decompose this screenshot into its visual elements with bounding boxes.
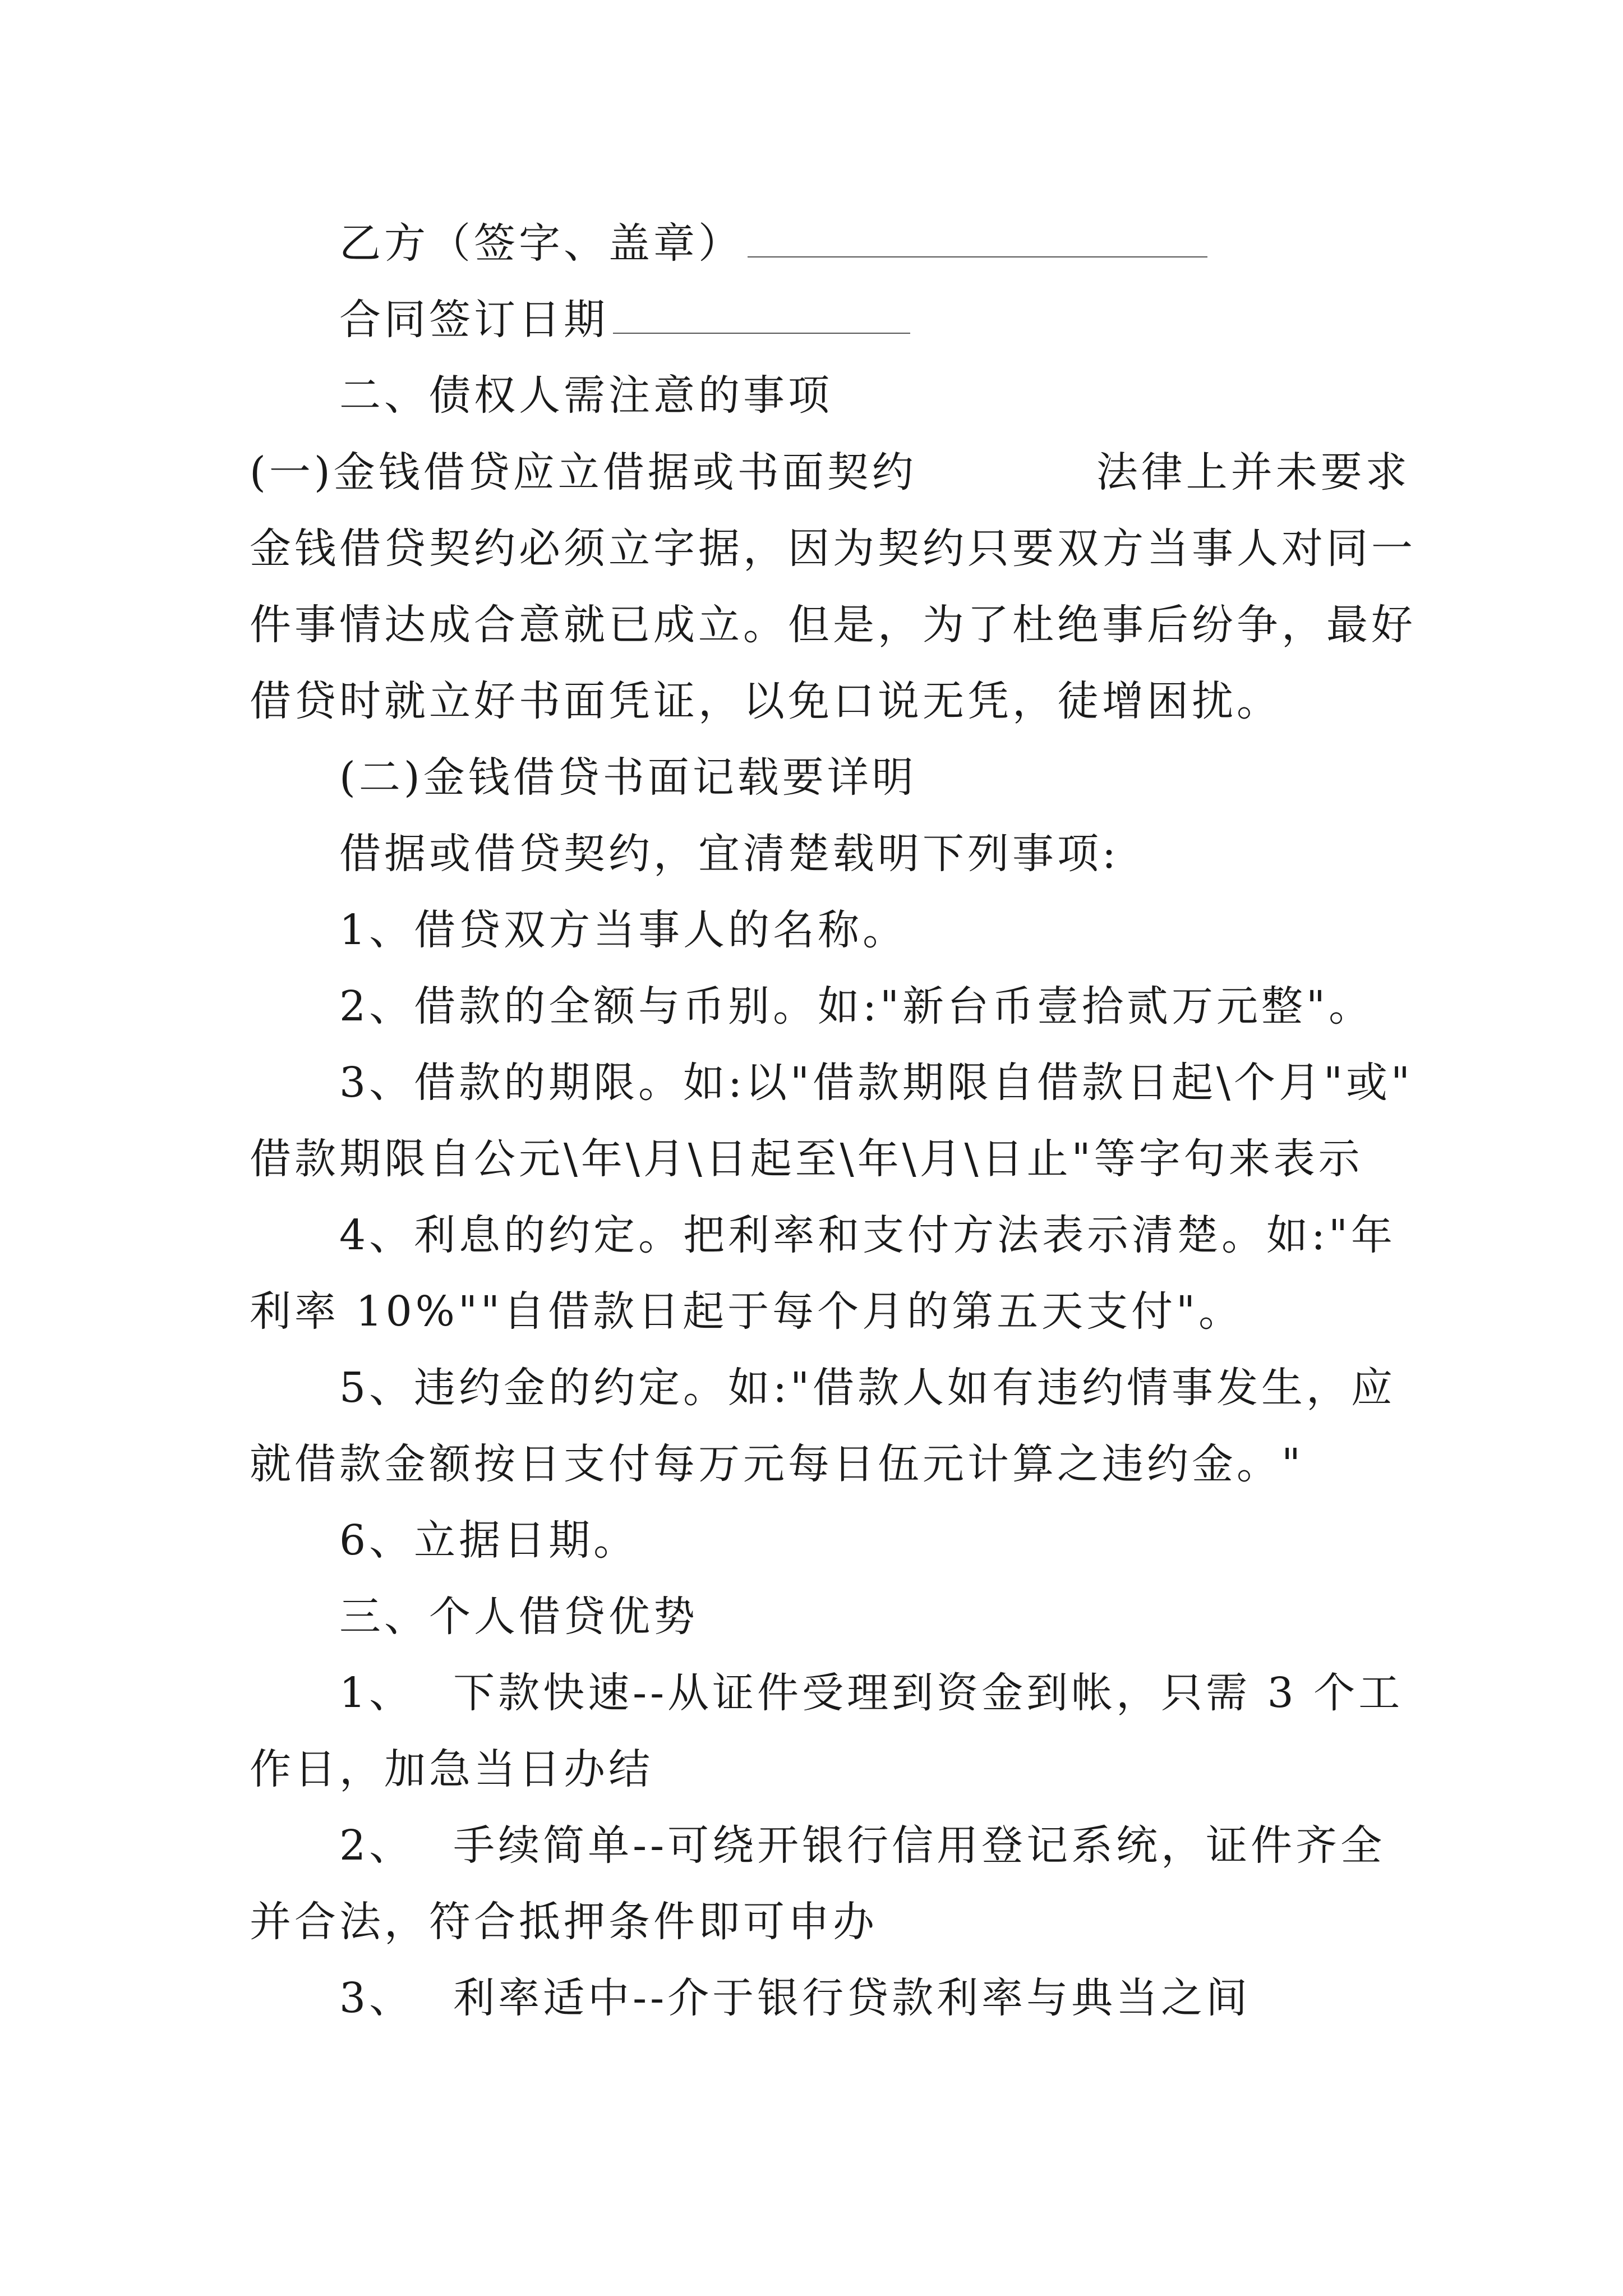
advantage-1-number: 1、 [339,1669,414,1717]
item-1-line-2: 金钱借贷契约必须立字据，因为契约只要双方当事人对同一 [250,524,1416,573]
advantage-2-text: 手续简单--可绕开银行信用登记系统，证件齐全 [453,1821,1386,1870]
party-b-signature-line [339,215,1207,272]
section-3-heading: 三、个人借贷优势 [339,1593,698,1641]
point-4-line-2: 利率 10%""自借款日起于每个月的第五天支付"。 [250,1287,1244,1336]
advantage-1-line-2: 作日，加急当日办结 [250,1745,653,1793]
advantage-3-text: 利率适中--介于银行贷款利率与典当之间 [453,1974,1251,2022]
contract-date-blank [613,293,910,334]
point-2: 2、借款的全额与币别。如:"新台币壹拾贰万元整"。 [339,982,1374,1030]
point-5-line-2: 就借款金额按日支付每万元每日伍元计算之违约金。" [250,1440,1304,1488]
point-4-line-1: 4、利息的约定。把利率和支付方法表示清楚。如:"年 [339,1211,1396,1259]
party-b-label: 乙方（签字、盖章） [339,219,743,268]
advantage-3-line-1 [339,1970,1251,2026]
item-1-first-line [250,444,1410,500]
party-b-signature-blank [748,217,1207,257]
item-2-title: (二)金钱借贷书面记载要详明 [339,753,917,802]
item-1-line-3: 件事情达成合意就已成立。但是，为了杜绝事后纷争，最好 [250,601,1416,649]
contract-date-label: 合同签订日期 [339,296,608,344]
point-3-line-1: 3、借款的期限。如:以"借款期限自借款日起\个月"或" [339,1059,1414,1107]
point-3-line-2: 借款期限自公元\年\月\日起至\年\月\日止"等字句来表示 [250,1135,1363,1183]
item-1-title: (一)金钱借贷应立借据或书面契约 [250,448,917,496]
advantage-2-number: 2、 [339,1821,414,1870]
point-1: 1、借贷双方当事人的名称。 [339,906,908,954]
item-1-line-4: 借贷时就立好书面凭证，以免口说无凭，徒增困扰。 [250,677,1281,725]
contract-date-line [339,292,910,348]
point-5-line-1: 5、违约金的约定。如:"借款人如有违约情事发生，应 [339,1364,1396,1412]
advantage-1-line-1 [339,1665,1403,1721]
advantage-2-line-2: 并合法，符合抵押条件即可申办 [250,1898,878,1946]
advantage-1-text: 下款快速--从证件受理到资金到帐，只需 3 个工 [453,1669,1404,1717]
item-1-line-1-tail: 法律上并未要求 [1096,448,1410,496]
advantage-3-number: 3、 [339,1974,414,2022]
item-2-intro: 借据或借贷契约，宜清楚载明下列事项: [339,830,1119,878]
section-2-heading: 二、债权人需注意的事项 [339,371,833,420]
advantage-2-line-1 [339,1818,1385,1874]
point-6: 6、立据日期。 [339,1516,639,1565]
